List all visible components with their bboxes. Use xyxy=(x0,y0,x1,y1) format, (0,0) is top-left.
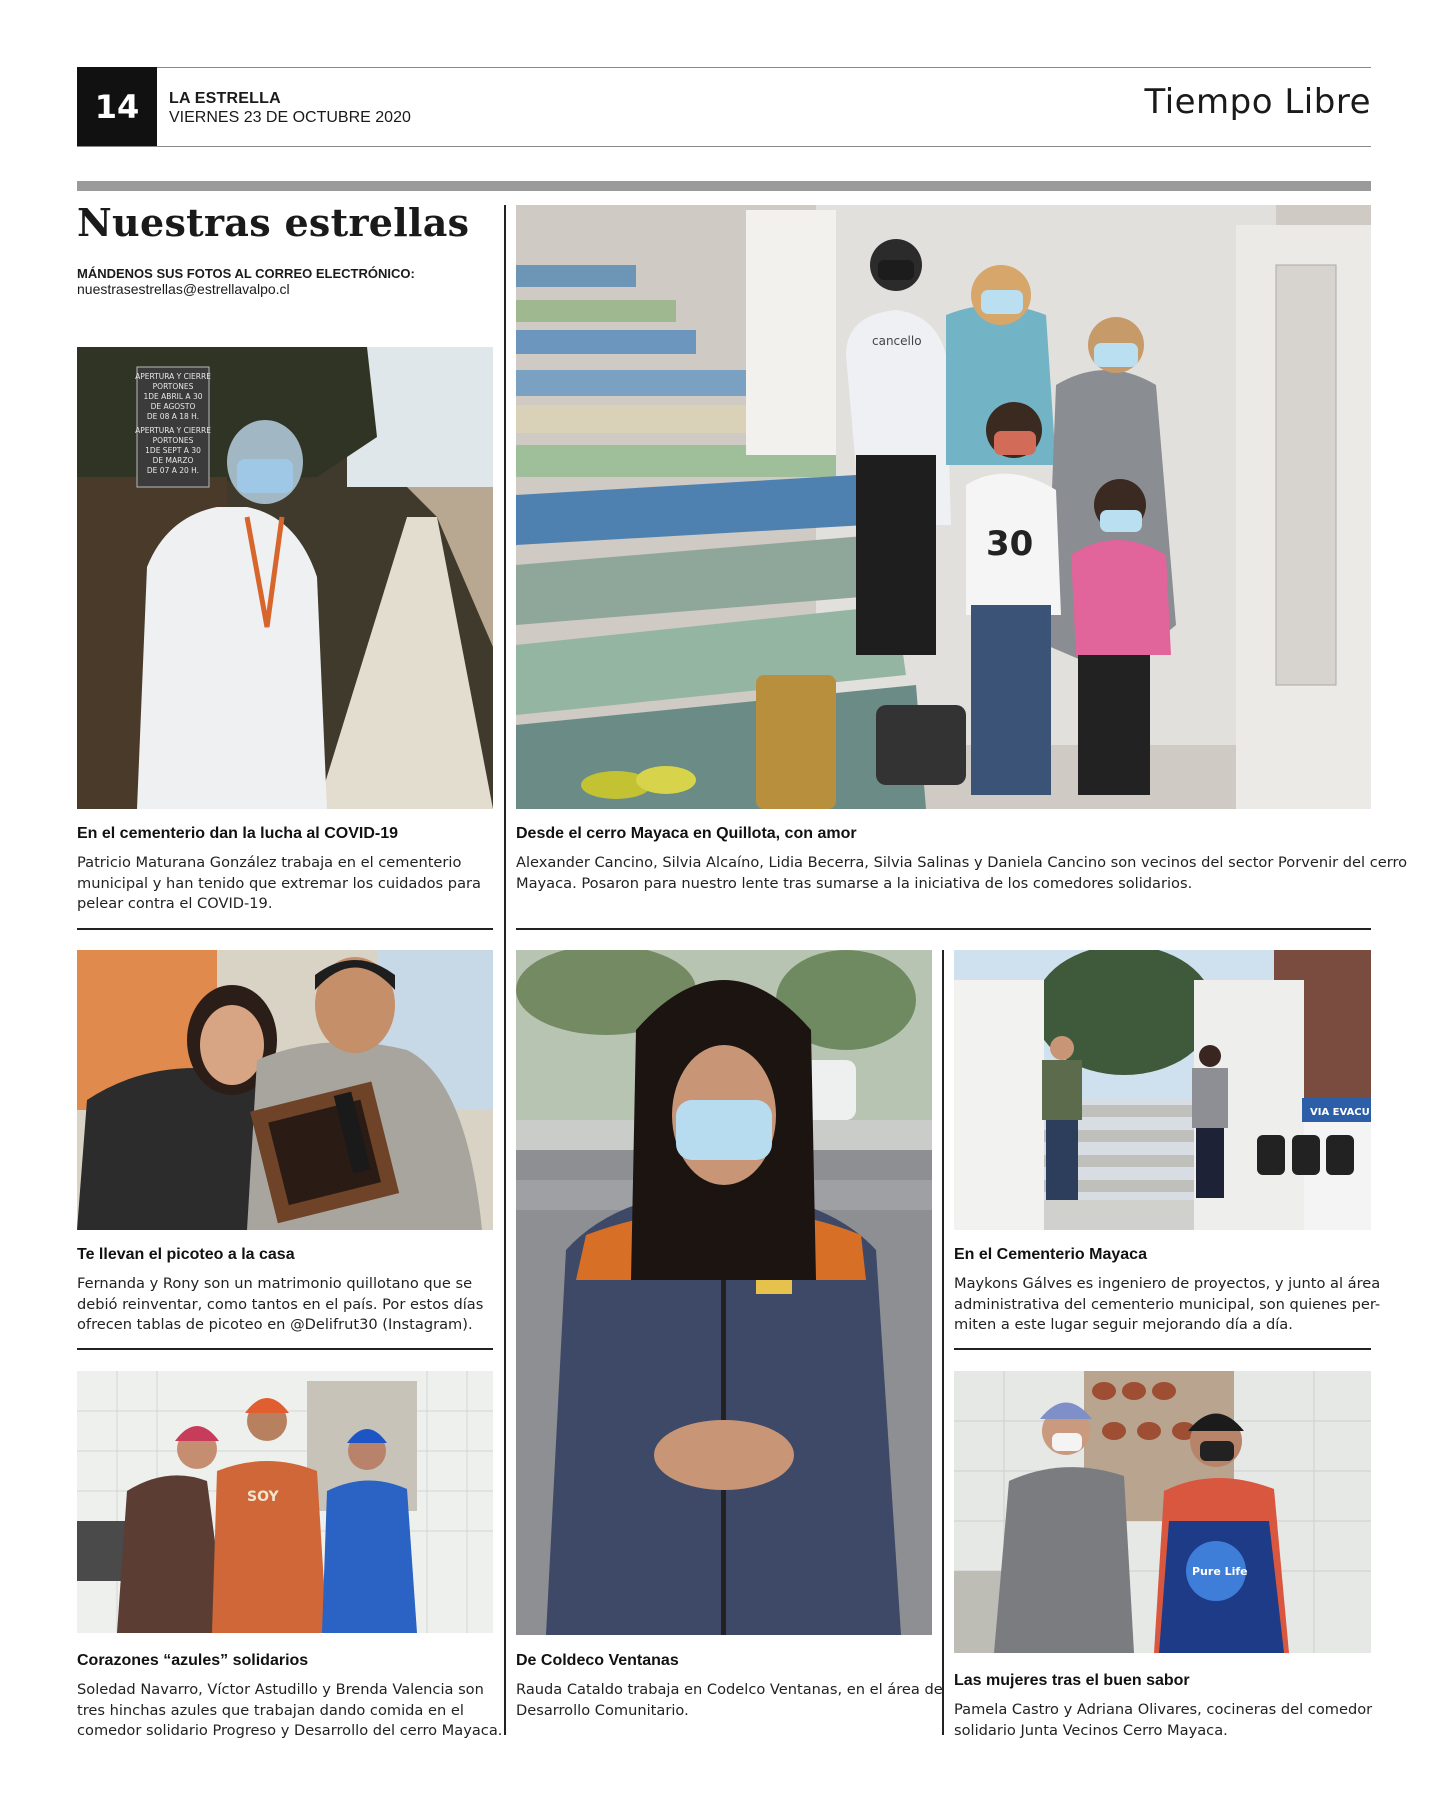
story-body: Patricio Maturana González trabaja en el cementerio municipal y han tenido que extremar los cuidados para pelear contra el COVID-19. xyxy=(77,854,481,912)
submit-email-link[interactable]: nuestrasestrellas@estrellavalpo.cl xyxy=(77,281,290,297)
story-title: En el Cementerio Mayaca xyxy=(954,1246,1147,1263)
photo-couple-picoteo xyxy=(77,950,493,1230)
story-title: Corazones “azules” solidarios xyxy=(77,1652,309,1669)
sign-line: APERTURA Y CIERRE xyxy=(135,372,211,381)
sign-line: DE 08 A 18 H. xyxy=(146,412,200,421)
story-body: Maykons Gálves es ingeniero de proyectos, y junto al área administrativa del cementerio municipal, son quienes per- miten a este lugar seguir mejorando día a día. xyxy=(954,1275,1381,1333)
sign-line: DE AGOSTO xyxy=(150,402,196,411)
paper-name: LA ESTRELLA xyxy=(169,90,281,107)
photo-family-stairs xyxy=(516,205,1371,809)
sign-line: DE MARZO xyxy=(152,456,194,465)
story-divider xyxy=(77,928,493,930)
story-body: Soledad Navarro, Víctor Astudillo y Brenda Valencia son tres hinchas azules que trabajan dando comida en el comedor solidario Progreso y Desarrollo del cerro Mayaca. xyxy=(77,1681,503,1739)
page-title: Nuestras estrellas xyxy=(77,200,470,245)
story-divider xyxy=(954,1348,1371,1350)
story-title: En el cementerio dan la lucha al COVID-19 xyxy=(77,825,398,842)
section-divider-bar xyxy=(77,181,1371,191)
photo-mujeres-buen-sabor xyxy=(954,1371,1371,1653)
story-body: Pamela Castro y Adriana Olivares, cocineras del comedor solidario Junta Vecinos Cerro Mayaca. xyxy=(954,1701,1373,1739)
sign-line: DE 07 A 20 H. xyxy=(146,466,200,475)
page-number: 14 xyxy=(77,67,157,147)
story-title: Te llevan el picoteo a la casa xyxy=(77,1246,295,1263)
photo-cementerio-mayaca xyxy=(954,950,1371,1230)
evacuation-sign: VIA EVACU xyxy=(1310,1107,1370,1118)
photo-cemetery-worker xyxy=(77,347,493,809)
kid-shirt-number: 30 xyxy=(986,524,1034,564)
story-body: Rauda Cataldo trabaja en Codelco Ventanas, en el área de Desarrollo Comunitario. xyxy=(516,1681,943,1719)
header-bottom-rule xyxy=(77,146,1371,147)
story-title: De Coldeco Ventanas xyxy=(516,1652,679,1669)
sign-line: PORTONES xyxy=(152,382,194,391)
issue-date: VIERNES 23 DE OCTUBRE 2020 xyxy=(169,109,411,126)
column-rule-1 xyxy=(504,205,506,1735)
apron-logo-text: Pure Life xyxy=(1192,1565,1248,1578)
sign-line: PORTONES xyxy=(152,436,194,445)
shirt-text: cancello xyxy=(872,334,922,348)
sign-line: 1DE ABRIL A 30 xyxy=(143,392,203,401)
photo-codelco-woman xyxy=(516,950,932,1635)
sign-line: APERTURA Y CIERRE xyxy=(135,426,211,435)
story-title: Las mujeres tras el buen sabor xyxy=(954,1672,1190,1689)
story-title: Desde el cerro Mayaca en Quillota, con amor xyxy=(516,825,857,842)
story-body: Fernanda y Rony son un matrimonio quillotano que se debió reinventar, como tantos en el país. Por estos días ofrecen tablas de picoteo en @Delifrut30 (Instagram). xyxy=(77,1275,484,1333)
story-divider xyxy=(516,928,1371,930)
column-rule-2 xyxy=(942,950,944,1735)
sign-line: 1DE SEPT A 30 xyxy=(145,446,201,455)
story-divider xyxy=(77,1348,493,1350)
story-body: Alexander Cancino, Silvia Alcaíno, Lidia Becerra, Silvia Salinas y Daniela Cancino son vecinos del sector Porvenir del cerro Mayaca. Posaron para nuestro lente tras sumarse a la iniciativa de los comedores solidarios. xyxy=(516,854,1408,892)
header-top-rule xyxy=(77,67,1371,68)
apron-text: SOY xyxy=(247,1489,279,1505)
photo-corazones-azules xyxy=(77,1371,493,1633)
section-title: Tiempo Libre xyxy=(1144,82,1371,122)
submit-photos-label: MÁNDENOS SUS FOTOS AL CORREO ELECTRÓNICO: xyxy=(77,266,415,281)
